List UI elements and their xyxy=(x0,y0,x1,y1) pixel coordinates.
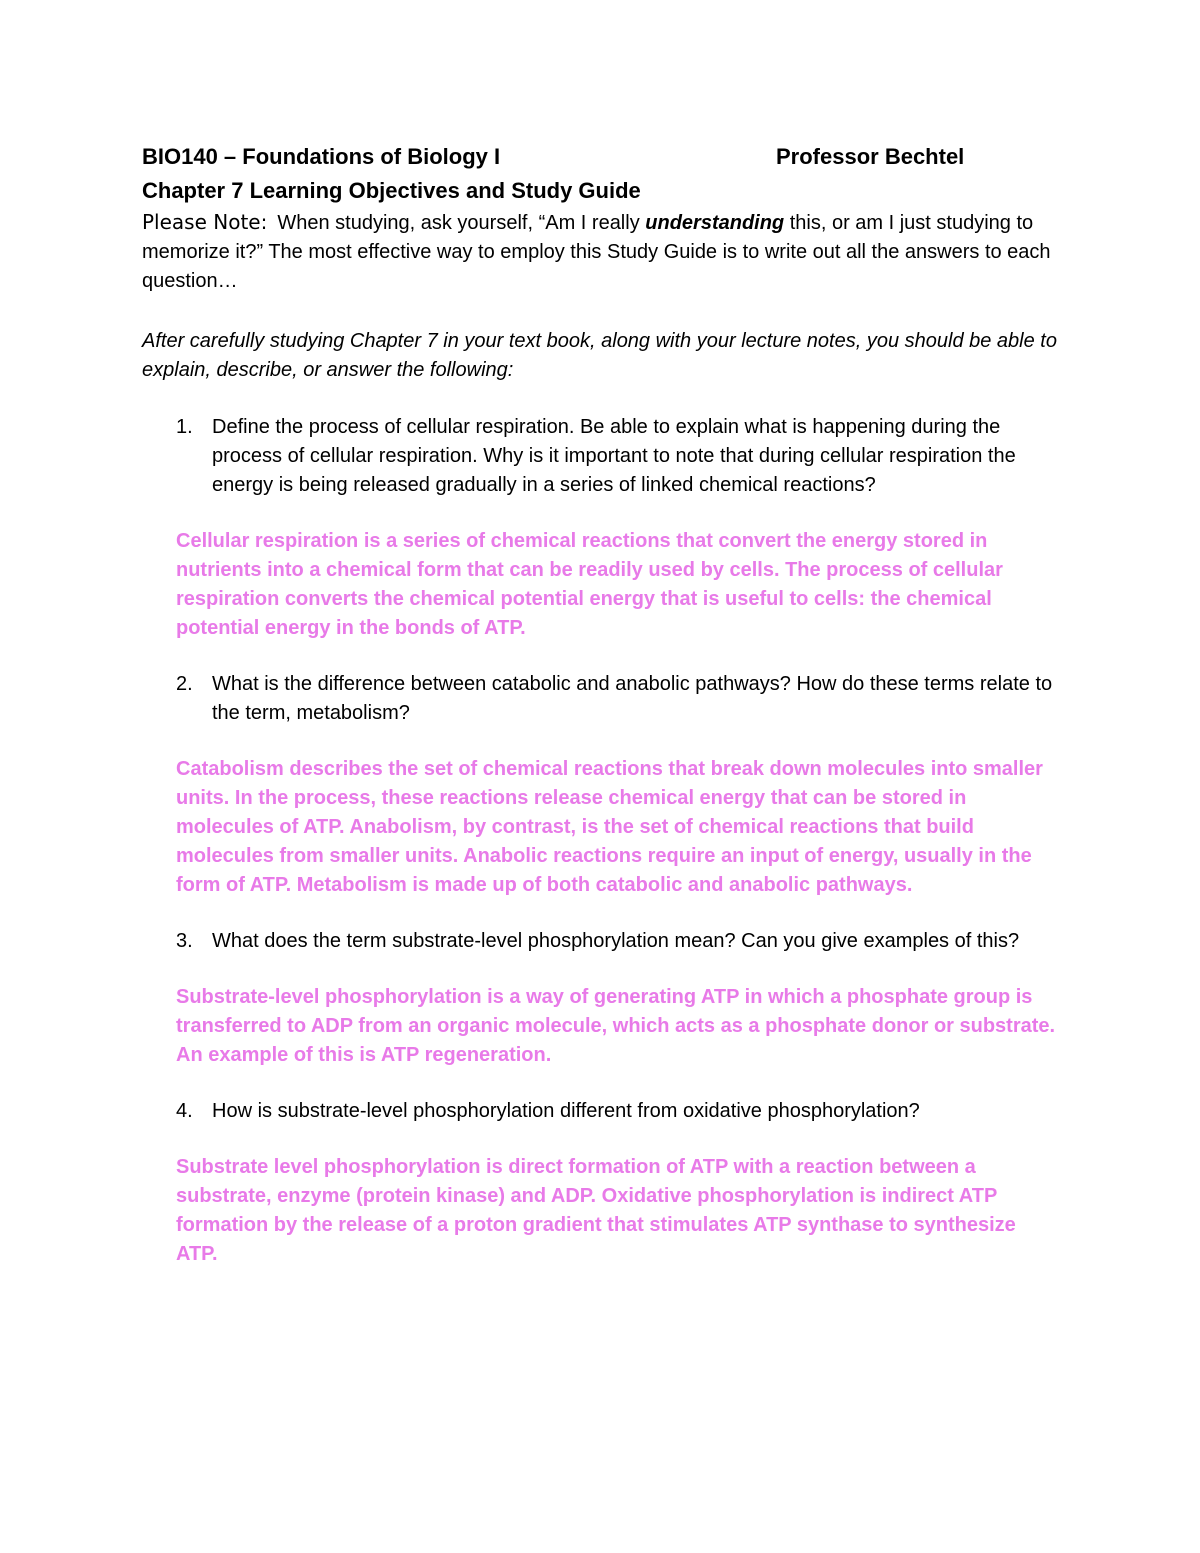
intro-paragraph: After carefully studying Chapter 7 in your text book, along with your lecture notes, you should be able to explain, describe, or answer the following: xyxy=(142,330,1057,381)
document-header xyxy=(142,140,1062,174)
question-3 xyxy=(142,927,1062,956)
question-text: What does the term substrate-level phosphorylation mean? Can you give examples of this? xyxy=(212,930,1020,952)
note-label: Please Note: xyxy=(142,210,268,234)
question-number: 2. xyxy=(176,673,193,695)
document-subtitle: Chapter 7 Learning Objectives and Study Guide xyxy=(142,178,641,203)
answer-2: Catabolism describes the set of chemical reactions that break down molecules into smaller units. In the process, these reactions release chemical energy that can be stored in molecules of ATP. Anabolism, by contrast, is the set of chemical reactions that build molecules from smaller units. Anabolic reactions require an input of energy, usually in the form of ATP. Metabolism is made up of both catabolic and anabolic pathways. xyxy=(176,758,1043,896)
study-note xyxy=(142,208,1062,296)
question-number: 3. xyxy=(176,930,193,952)
list-item xyxy=(142,413,1062,643)
answer-4: Substrate level phosphorylation is direct formation of ATP with a reaction between a substrate, enzyme (protein kinase) and ADP. Oxidative phosphorylation is indirect ATP formation by the release of a proton gradient that stimulates ATP synthase to synthesize ATP. xyxy=(176,1156,1016,1265)
question-4 xyxy=(142,1097,1062,1126)
list-item xyxy=(142,1097,1062,1269)
question-text: Define the process of cellular respiration. Be able to explain what is happening during the process of cellular respiration. Why is it important to note that during cellular respiration the energy is being released gradually in a series of linked chemical reactions? xyxy=(212,416,1016,496)
document-page xyxy=(142,140,1062,1296)
question-number: 1. xyxy=(176,416,193,438)
list-item xyxy=(142,927,1062,1070)
question-2 xyxy=(142,670,1062,728)
professor-name: Professor Bechtel xyxy=(776,144,965,169)
course-title: BIO140 – Foundations of Biology I xyxy=(142,144,501,169)
answer-3: Substrate-level phosphorylation is a way of generating ATP in which a phosphate group is transferred to ADP from an organic molecule, which acts as a phosphate donor or substrate. An example of this is ATP regeneration. xyxy=(176,986,1056,1066)
note-text-before: When studying, ask yourself, “Am I really xyxy=(277,212,646,234)
question-text: What is the difference between catabolic and anabolic pathways? How do these terms relate to the term, metabolism? xyxy=(212,673,1053,724)
answer-1: Cellular respiration is a series of chemical reactions that convert the energy stored in nutrients into a chemical form that can be readily used by cells. The process of cellular respiration converts the chemical potential energy that is useful to cells: the chemical potential energy in the bonds of ATP. xyxy=(176,530,1003,639)
list-item xyxy=(142,670,1062,900)
question-text: How is substrate-level phosphorylation different from oxidative phosphorylation? xyxy=(212,1100,920,1122)
question-list xyxy=(142,413,1062,1269)
note-emphasis: understanding xyxy=(645,212,785,234)
question-number: 4. xyxy=(176,1100,193,1122)
question-1 xyxy=(142,413,1062,500)
note-text-after: this, or am I just studying to memorize it?” The most effective way to employ this Study Guide is to write out all the answers to each question… xyxy=(142,212,1051,292)
